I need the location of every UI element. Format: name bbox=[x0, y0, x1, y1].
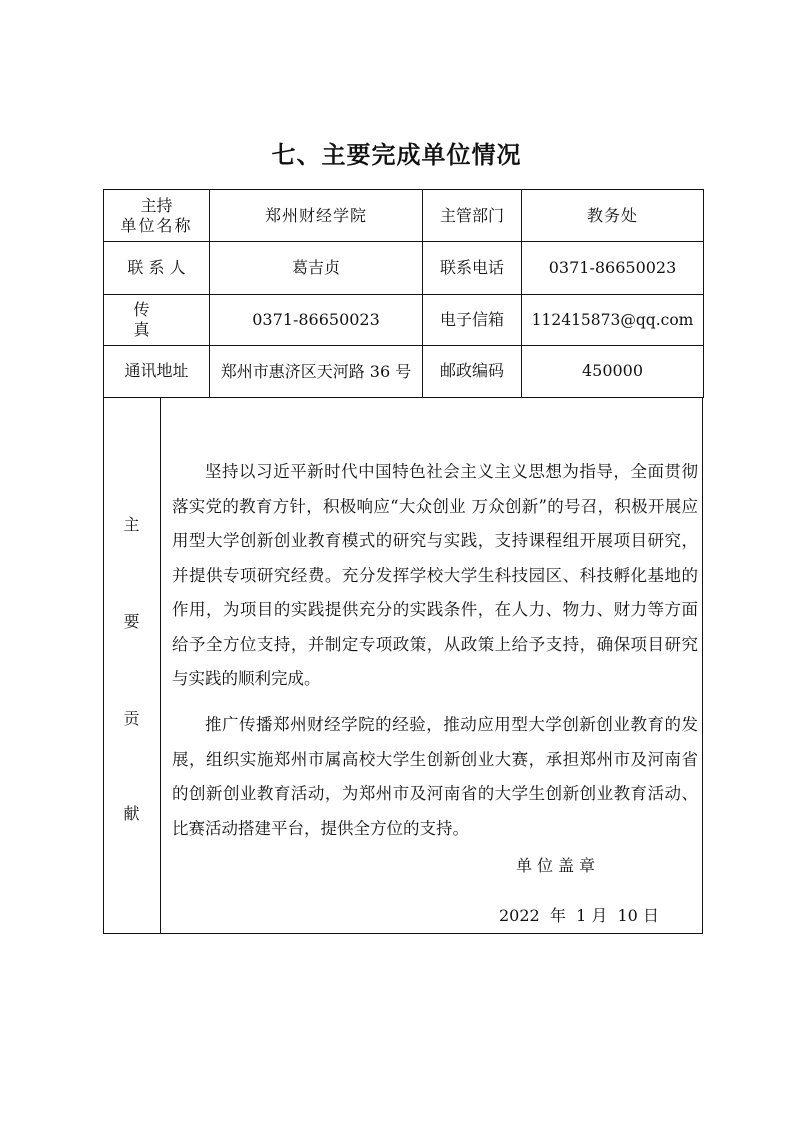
phone-value: 0371-86650023 bbox=[522, 242, 704, 294]
unit-seal-label: 单位盖章 bbox=[516, 856, 601, 875]
contact-value: 葛吉贞 bbox=[210, 242, 423, 294]
email-value: 112415873@qq.com bbox=[522, 294, 704, 345]
host-unit-label-line1: 主持 bbox=[140, 195, 173, 215]
contact-label: 联 系 人 bbox=[104, 242, 210, 294]
address-label: 通讯地址 bbox=[104, 345, 210, 397]
phone-label: 联系电话 bbox=[423, 242, 522, 294]
email-label: 电子信箱 bbox=[423, 294, 522, 345]
address-value: 郑州市惠济区天河路 36 号 bbox=[210, 345, 423, 397]
host-unit-label-line2: 单位名称 bbox=[120, 215, 193, 235]
main-contribution-section bbox=[103, 398, 703, 934]
dept-label: 主管部门 bbox=[423, 190, 522, 242]
signature-date: 2022 年 1 月 10 日 bbox=[499, 906, 659, 925]
fax-value: 0371-86650023 bbox=[210, 294, 423, 345]
fax-label: 传 真 bbox=[104, 294, 210, 345]
unit-info-table bbox=[103, 189, 704, 398]
host-unit-value: 郑州财经学院 bbox=[210, 190, 423, 242]
side-char: 主 bbox=[123, 515, 140, 534]
table-row bbox=[104, 294, 704, 345]
table-row bbox=[104, 190, 704, 242]
table-row bbox=[104, 345, 704, 397]
page-title: 七、主要完成单位情况 bbox=[271, 141, 522, 169]
side-char: 要 bbox=[123, 612, 140, 631]
host-unit-label bbox=[104, 190, 210, 242]
dept-value: 教务处 bbox=[522, 190, 704, 242]
postcode-label: 邮政编码 bbox=[423, 345, 522, 397]
side-char: 贡 bbox=[123, 709, 140, 728]
contribution-paragraph-1: 坚持以习近平新时代中国特色社会主义主义思想为指导，全面贯彻落实党的教育方针，积极响应“大众创业 万众创新”的号召，积极开展应用型大学创新创业教育模式的研究与实践，支持课程组开展项目研究，并提供专项研究经费。充分发挥学校大学生科技园区、科技孵化基地的作用，为项目的实践提供充分的实践条件，在人力、物力、财力等方面给予全方位支持，并制定专项政策，从政策上给予支持，确保项目研究与实践的顺利完成。 bbox=[172, 462, 698, 688]
table-row bbox=[104, 242, 704, 294]
side-char: 献 bbox=[123, 804, 140, 823]
contribution-side-label bbox=[104, 398, 161, 933]
contribution-paragraph-2: 推广传播郑州财经学院的经验，推动应用型大学创新创业教育的发展，组织实施郑州市属高校大学生创新创业大赛，承担郑州市及河南省的创新创业教育活动，为郑州市及河南省的大学生创新创业教育活动、比赛活动搭建平台，提供全方位的支持。 bbox=[172, 715, 698, 838]
postcode-value: 450000 bbox=[522, 345, 704, 397]
